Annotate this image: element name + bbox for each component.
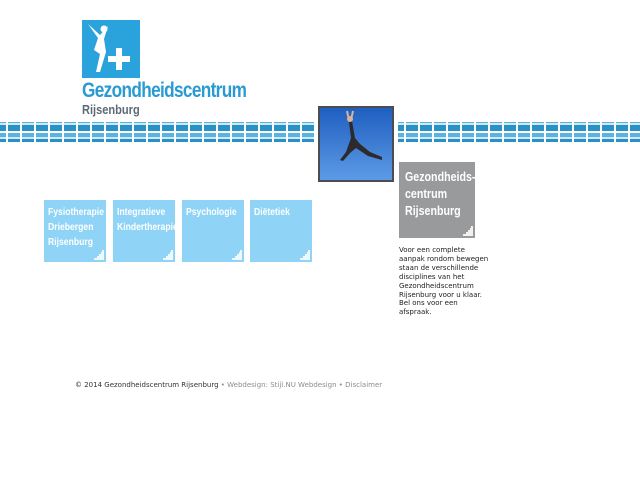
logo[interactable] <box>82 20 247 120</box>
info-title: Rijsenburg <box>405 203 461 218</box>
stairs-icon <box>300 250 310 260</box>
stairs-icon <box>163 250 173 260</box>
webdesign-label: Webdesign: <box>227 381 268 389</box>
info-title: Gezondheids- <box>405 169 476 184</box>
nav-tile-integratieve-kindertherapie[interactable] <box>113 200 178 262</box>
person-plus-icon <box>82 20 140 78</box>
jumping-person-photo <box>318 106 394 182</box>
tile-label: Diëtetiek <box>254 206 290 218</box>
footer <box>75 381 382 389</box>
webdesign-link[interactable]: Stijl.NU Webdesign <box>270 381 337 389</box>
nav-tile-fysiotherapie[interactable] <box>44 200 106 262</box>
info-title: centrum <box>405 186 448 201</box>
decorative-band-right <box>398 122 640 142</box>
tile-label: Rijsenburg <box>48 236 93 248</box>
tile-label: Fysiotherapie <box>48 206 104 218</box>
nav-tile-psychologie[interactable] <box>182 200 244 262</box>
stairs-icon <box>94 250 104 260</box>
tile-label: Kindertherapie <box>117 221 178 233</box>
logo-subtitle: Rijsenburg <box>82 102 140 117</box>
nav-tile-dietetiek[interactable] <box>250 200 312 262</box>
stairs-icon <box>232 250 242 260</box>
separator: • <box>338 381 343 389</box>
stairs-icon <box>463 226 473 236</box>
copyright-text: © 2014 Gezondheidscentrum Rijsenburg <box>75 381 219 389</box>
tile-label: Driebergen <box>48 221 94 233</box>
decorative-band-left <box>0 122 316 142</box>
disclaimer-link[interactable]: Disclaimer <box>345 381 383 389</box>
logo-name: Gezondheidscentrum <box>82 79 247 102</box>
tile-label: Psychologie <box>186 206 237 218</box>
info-description: Voor een complete aanpak rondom bewegen staan de verschillende disciplines van het Gezondheidscentrum Rijsenburg voor u klaar. Bel ons voor een afspraak. <box>399 246 489 317</box>
separator: • <box>220 381 225 389</box>
tile-label: Integratieve <box>117 206 166 218</box>
info-box[interactable] <box>399 162 475 238</box>
